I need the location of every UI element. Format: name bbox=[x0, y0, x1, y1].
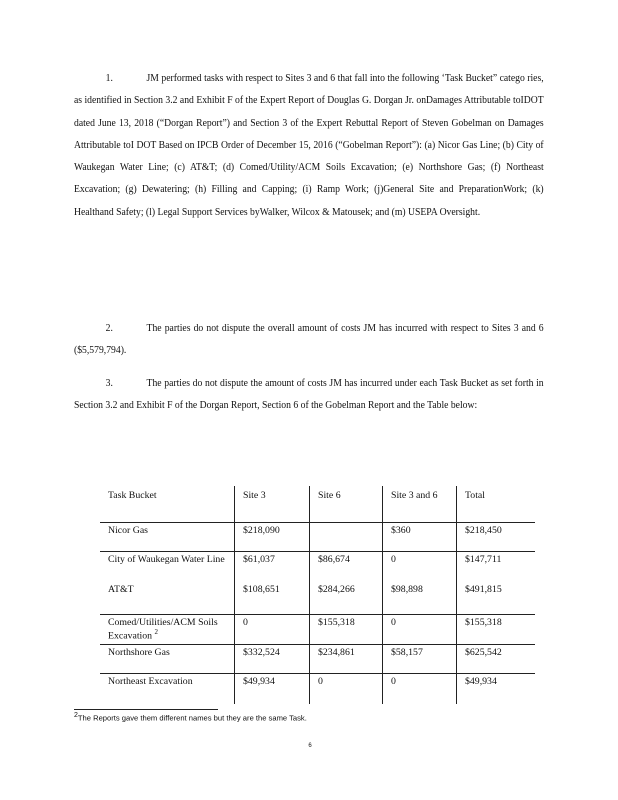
paragraph-text: The parties do not dispute the overall amount of costs JM has incurred with respect to Sites 3 and 6 ($5,579,794). bbox=[74, 323, 544, 357]
paragraph-1 bbox=[74, 68, 544, 224]
cell-site3: 0 bbox=[235, 615, 310, 645]
header-site-3: Site 3 bbox=[235, 486, 310, 523]
footnote-text: The Reports gave them different names but they are the same Task. bbox=[77, 713, 307, 723]
cell-both: $58,157 bbox=[383, 645, 457, 674]
cell-both: $98,898 bbox=[383, 582, 457, 615]
paragraph-text: The parties do not dispute the amount of costs JM has incurred under each Task Bucket as set forth in Section 3.2 and Exhibit F of the Dorgan Report, Section 6 of the Gobelman Report and the Table below: bbox=[74, 378, 544, 412]
paragraph-text: JM performed tasks with respect to Sites 3 and 6 that fall into the following ‘Task Bucket” catego ries, as identified in Section 3.2 and Exhibit F of the Expert Report of Douglas G. Dorgan Jr. onDamages Attributable toIDOT dated June 13, 2018 (“Dorgan Report”) and Section 3 of the Expert Rebuttal Report of Steven Gobelman on Damages Attributable toI DOT Based on IPCB Order of December 15, 2016 (“Gobelman Report”): (a) Nicor Gas Line; (b) City of Waukegan Water Line; (c) AT&T; (d) Comed/Utility/ACM Soils Excavation; (e) Northshore Gas; (f) Northeast Excavation; (g) Dewatering; (h) Filling and Capping; (i) Ramp Work; (j)General Site and PreparationWork; (k) Healthand Safety; (l) Legal Support Services byWalker, Wilcox & Matousek; and (m) USEPA Oversight. bbox=[74, 73, 544, 218]
table-row bbox=[100, 674, 535, 705]
cell-site3: $332,524 bbox=[235, 645, 310, 674]
cell-site6 bbox=[310, 523, 383, 552]
footnote bbox=[74, 712, 307, 723]
cell-both: 0 bbox=[383, 615, 457, 645]
cell-site6: $155,318 bbox=[310, 615, 383, 645]
paragraph-2 bbox=[74, 318, 544, 363]
footnote-mark: 2 bbox=[74, 712, 78, 719]
cell-total: $625,542 bbox=[457, 645, 536, 674]
cell-site3: $108,651 bbox=[235, 582, 310, 615]
cell-task: City of Waukegan Water Line bbox=[100, 552, 235, 583]
header-site-6: Site 6 bbox=[310, 486, 383, 523]
cell-site6: $86,674 bbox=[310, 552, 383, 583]
table-row bbox=[100, 582, 535, 615]
cell-task bbox=[100, 615, 235, 645]
paragraph-3 bbox=[74, 373, 544, 418]
cell-total: $155,318 bbox=[457, 615, 536, 645]
table-row bbox=[100, 552, 535, 583]
table-row bbox=[100, 615, 535, 645]
cell-both: 0 bbox=[383, 552, 457, 583]
cell-both: $360 bbox=[383, 523, 457, 552]
paragraph-number: 2. bbox=[105, 323, 113, 334]
cell-both: 0 bbox=[383, 674, 457, 705]
paragraph-number: 3. bbox=[105, 378, 113, 389]
cell-total: $147,711 bbox=[457, 552, 536, 583]
cell-task: AT&T bbox=[108, 584, 134, 595]
cell-total: $491,815 bbox=[457, 582, 536, 615]
cell-task: Northeast Excavation bbox=[100, 674, 235, 705]
cell-site6: $284,266 bbox=[310, 582, 383, 615]
cell-site6: 0 bbox=[310, 674, 383, 705]
header-site-3-and-6: Site 3 and 6 bbox=[383, 486, 457, 523]
cost-table bbox=[100, 486, 535, 704]
header-total: Total bbox=[457, 486, 536, 523]
table-header-row bbox=[100, 486, 535, 523]
cell-total: $218,450 bbox=[457, 523, 536, 552]
cell-site3: $61,037 bbox=[235, 552, 310, 583]
footnote-divider bbox=[74, 709, 218, 710]
footnote-ref: 2 bbox=[154, 628, 159, 636]
page-number: 6 bbox=[308, 743, 312, 749]
paragraph-number: 1. bbox=[105, 73, 113, 84]
cell-site3: $218,090 bbox=[235, 523, 310, 552]
cell-total: $49,934 bbox=[457, 674, 536, 705]
cell-site6: $234,861 bbox=[310, 645, 383, 674]
cell-task: Nicor Gas bbox=[100, 523, 235, 552]
cell-site3: $49,934 bbox=[235, 674, 310, 705]
table-row bbox=[100, 523, 535, 552]
cell-task-text: Comed/Utilities/ACM Soils Excavation bbox=[108, 617, 218, 642]
cell-task: Northshore Gas bbox=[100, 645, 235, 674]
header-task-bucket: Task Bucket bbox=[108, 490, 157, 501]
table-row bbox=[100, 645, 535, 674]
